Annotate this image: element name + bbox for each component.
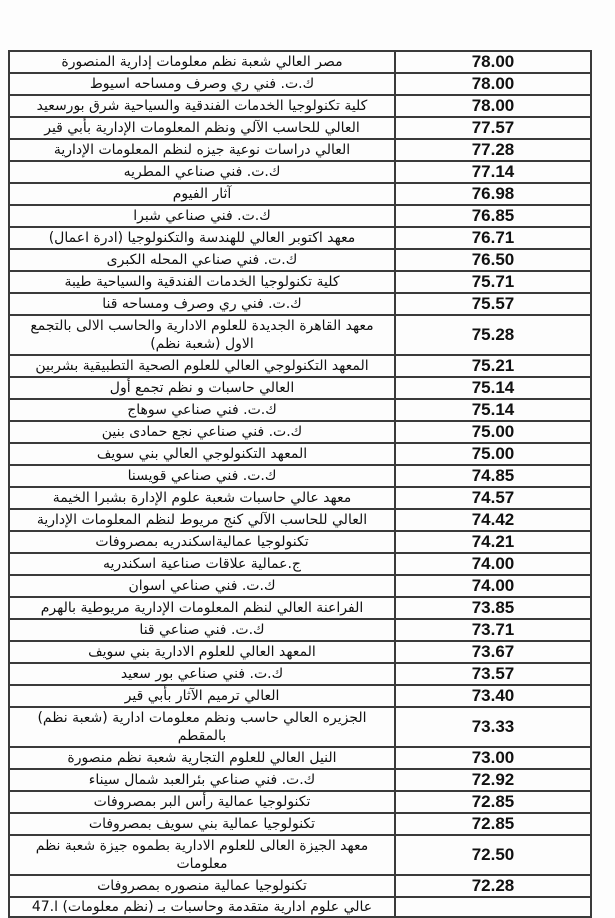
institute-name: الجزيره العالي حاسب ونظم معلومات ادارية (شعبة نظم) بالمقطم: [9, 707, 395, 747]
minimum-score: 73.67: [395, 641, 591, 663]
minimum-score: 72.85: [395, 791, 591, 813]
minimum-score: 77.57: [395, 117, 591, 139]
minimum-score: 73.33: [395, 707, 591, 747]
institute-name: العالي ترميم الآثار بأبي قير: [9, 685, 395, 707]
table-row: [9, 117, 591, 139]
institute-name: تكنولوجيا عمالية رأس البر بمصروفات: [9, 791, 395, 813]
institute-name: ك.ت. فني صناعي المحله الكبرى: [9, 249, 395, 271]
table-row: [9, 377, 591, 399]
table-row: [9, 531, 591, 553]
minimum-score: [395, 897, 591, 917]
institute-name: تكنولوجيا عماليةاسكندريه بمصروفات: [9, 531, 395, 553]
table-row: [9, 355, 591, 377]
minimum-score: 73.71: [395, 619, 591, 641]
minimum-score: 73.85: [395, 597, 591, 619]
minimum-score: 73.57: [395, 663, 591, 685]
minimum-score: 72.50: [395, 835, 591, 875]
minimum-score: 78.00: [395, 95, 591, 117]
minimum-score: 72.85: [395, 813, 591, 835]
table-row: [9, 813, 591, 835]
institute-name: ك.ت. فني صناعي سوهاج: [9, 399, 395, 421]
institute-name: معهد الجيزة العالى للعلوم الادارية بطموه جيزة شعبة نظم معلومات: [9, 835, 395, 875]
minimum-score: 76.85: [395, 205, 591, 227]
table-row: [9, 205, 591, 227]
institute-name: مصر العالي شعبة نظم معلومات إدارية المنصورة: [9, 51, 395, 73]
table-row: [9, 575, 591, 597]
table-row: [9, 293, 591, 315]
table-row: [9, 487, 591, 509]
institute-name: ك.ت. فني صناعي نجع حمادى بنين: [9, 421, 395, 443]
table-row: [9, 619, 591, 641]
institute-name: الفراعنة العالي لنظم المعلومات الإدارية مريوطية بالهرم: [9, 597, 395, 619]
table-row: [9, 399, 591, 421]
institute-name: العالي حاسبات و نظم تجمع أول: [9, 377, 395, 399]
minimum-score: 76.98: [395, 183, 591, 205]
table-row: [9, 73, 591, 95]
institute-name: معهد القاهرة الجديدة للعلوم الادارية والحاسب الالى بالتجمع الاول (شعبة نظم): [9, 315, 395, 355]
minimum-score: 74.42: [395, 509, 591, 531]
minimum-score: 77.14: [395, 161, 591, 183]
institute-name: كلية تكنولوجيا الخدمات الفندقية والسياحية شرق بورسعيد: [9, 95, 395, 117]
table-row: [9, 553, 591, 575]
table-row: [9, 271, 591, 293]
scores-table-body: [9, 51, 591, 917]
table-row: [9, 791, 591, 813]
table-row: [9, 51, 591, 73]
institute-name: ك.ت. فني صناعي بئرالعبد شمال سيناء: [9, 769, 395, 791]
institute-name: ج.عمالية علاقات صناعية اسكندريه: [9, 553, 395, 575]
minimum-score: 74.00: [395, 575, 591, 597]
minimum-score: 75.14: [395, 377, 591, 399]
institute-name: العالي للحاسب الآلي ونظم المعلومات الإدارية بأبي قير: [9, 117, 395, 139]
institute-name: ك.ت. فني ري وصرف ومساحه اسيوط: [9, 73, 395, 95]
institute-name: عالي علوم ادارية متقدمة وحاسبات بـ (نظم معلومات) ا.47: [9, 897, 395, 917]
table-row: [9, 597, 591, 619]
institute-name: كلية تكنولوجيا الخدمات الفندقية والسياحية طيبة: [9, 271, 395, 293]
minimum-score: 75.57: [395, 293, 591, 315]
institute-name: ك.ت. فني صناعي قنا: [9, 619, 395, 641]
table-row: [9, 641, 591, 663]
minimum-score: 74.21: [395, 531, 591, 553]
minimum-score: 74.00: [395, 553, 591, 575]
minimum-score: 75.71: [395, 271, 591, 293]
institute-name: تكنولوجيا عمالية منصوره بمصروفات: [9, 875, 395, 897]
minimum-score: 74.57: [395, 487, 591, 509]
minimum-score: 75.00: [395, 443, 591, 465]
institute-name: المعهد العالي للعلوم الادارية بني سويف: [9, 641, 395, 663]
minimum-score: 75.14: [395, 399, 591, 421]
table-row: [9, 249, 591, 271]
institute-name: العالي للحاسب الآلي كنج مريوط لنظم المعلومات الإدارية: [9, 509, 395, 531]
table-row: [9, 161, 591, 183]
minimum-score: 77.28: [395, 139, 591, 161]
minimum-score: 75.28: [395, 315, 591, 355]
table-row: [9, 183, 591, 205]
minimum-score: 76.71: [395, 227, 591, 249]
table-row: [9, 443, 591, 465]
institute-name: ك.ت. فني ري وصرف ومساحه قنا: [9, 293, 395, 315]
table-row: [9, 663, 591, 685]
table-row: [9, 747, 591, 769]
table-row: [9, 227, 591, 249]
minimum-score: 75.00: [395, 421, 591, 443]
minimum-score: 73.40: [395, 685, 591, 707]
institute-name: المعهد التكنولوجي العالي للعلوم الصحية التطبيقية بشربين: [9, 355, 395, 377]
minimum-score: 72.92: [395, 769, 591, 791]
institute-name: ك.ت. فني صناعي بور سعيد: [9, 663, 395, 685]
minimum-score: 78.00: [395, 51, 591, 73]
table-row: [9, 897, 591, 917]
institute-name: ك.ت. فني صناعي شبرا: [9, 205, 395, 227]
institute-name: معهد اكتوبر العالي للهندسة والتكنولوجيا (ادرة اعمال): [9, 227, 395, 249]
institute-name: ك.ت. فني صناعي اسوان: [9, 575, 395, 597]
institute-name: المعهد التكنولوجي العالي بني سويف: [9, 443, 395, 465]
institute-name: تكنولوجيا عمالية بني سويف بمصروفات: [9, 813, 395, 835]
table-row: [9, 509, 591, 531]
minimum-score: 78.00: [395, 73, 591, 95]
minimum-score: 72.28: [395, 875, 591, 897]
table-row: [9, 685, 591, 707]
table-row: [9, 421, 591, 443]
institute-name: ك.ت. فني صناعي المطريه: [9, 161, 395, 183]
institute-name: النيل العالي للعلوم التجارية شعبة نظم منصورة: [9, 747, 395, 769]
institute-name: ك.ت. فني صناعي قويسنا: [9, 465, 395, 487]
institute-name: العالي دراسات نوعية جيزه لنظم المعلومات الإدارية: [9, 139, 395, 161]
scores-table: [8, 50, 592, 918]
table-row: [9, 875, 591, 897]
table-row: [9, 315, 591, 355]
table-row: [9, 835, 591, 875]
institute-name: معهد عالي حاسبات شعبة علوم الإدارة بشبرا الخيمة: [9, 487, 395, 509]
table-row: [9, 769, 591, 791]
table-row: [9, 139, 591, 161]
institute-name: آثار الفيوم: [9, 183, 395, 205]
minimum-score: 73.00: [395, 747, 591, 769]
table-row: [9, 95, 591, 117]
table-row: [9, 707, 591, 747]
minimum-score: 74.85: [395, 465, 591, 487]
minimum-score: 75.21: [395, 355, 591, 377]
table-row: [9, 465, 591, 487]
minimum-score: 76.50: [395, 249, 591, 271]
